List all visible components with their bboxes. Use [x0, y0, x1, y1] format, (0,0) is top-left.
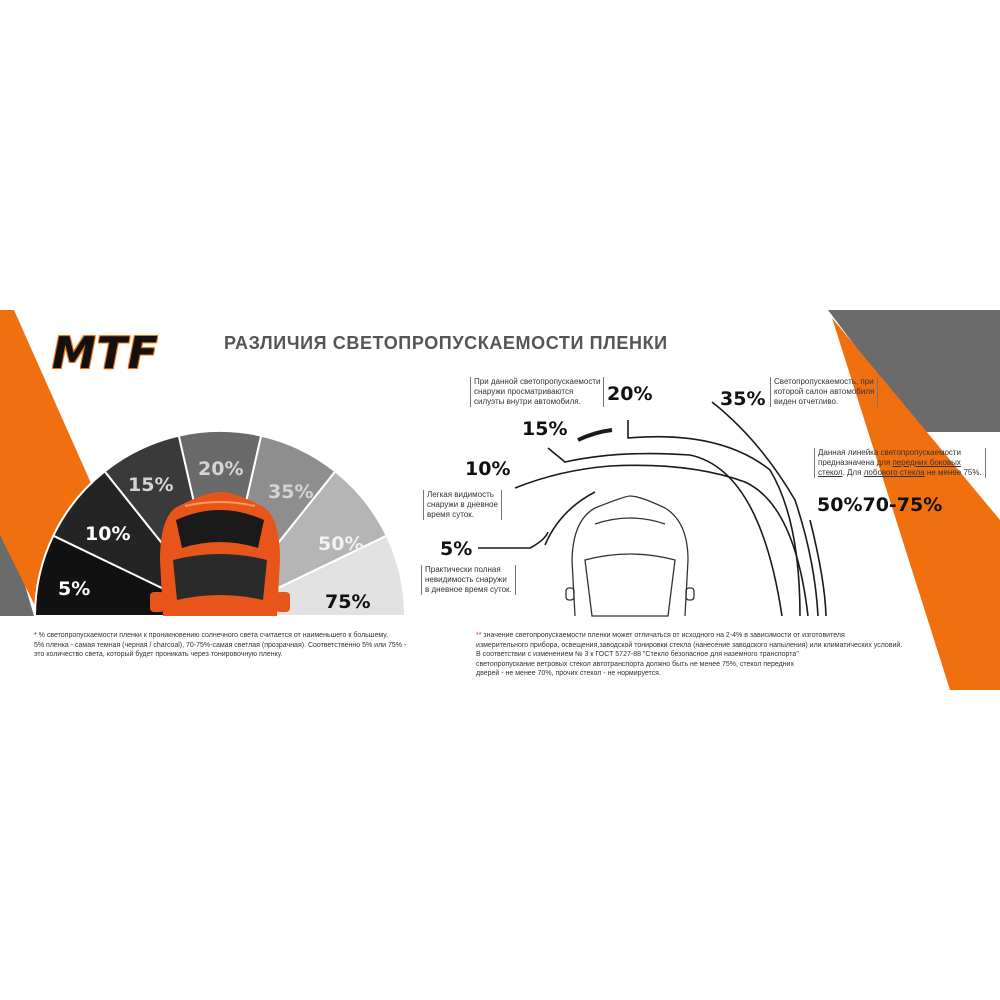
- fan-label-5-percent: 5%: [58, 578, 91, 600]
- page-title: РАЗЛИЧИЯ СВЕТОПРОПУСКАЕМОСТИ ПЛЕНКИ: [224, 333, 668, 353]
- outline-car-illustration: [566, 496, 694, 616]
- label-20-percent: 20%: [607, 383, 653, 405]
- fan-label-15-percent: 15%: [128, 474, 174, 496]
- label-15-percent: 15%: [522, 418, 568, 440]
- fan-label-75-percent: 75%: [325, 591, 371, 613]
- note-10-percent: Легкая видимость снаружи в дневное время суток.: [423, 490, 502, 520]
- fan-label-35-percent: 35%: [268, 481, 314, 503]
- label-35-percent: 35%: [720, 388, 766, 410]
- fan-label-10-percent: 10%: [85, 523, 131, 545]
- fan-label-50-percent: 50%: [318, 533, 364, 555]
- fan-footnote: * % светопропускаемости пленки к проникновению солнечного света считается от наименьшего к большему. 5% пленка - самая темная (черная / charcoal), 70-75%-самая светлая (прозрачная). Соответственно 5% или 75% - это количество света, который будет проникать через тонировочную пленку.: [34, 632, 407, 658]
- label-10-percent: 10%: [465, 458, 511, 480]
- note-20-percent: При данной светопропускаемости снаружи просматриваются силуэты внутри автомобиля.: [470, 377, 604, 407]
- label-5-percent: 5%: [440, 538, 473, 560]
- note-35-percent: Светопропускаемость, при которой салон автомобиля виден отчетливо.: [770, 377, 878, 407]
- mtf-logo: MTF: [52, 328, 159, 379]
- diagram-footnote: ** значение светопропускаемости пленки может отличаться от исходного на 2-4% в зависимости от изготовителя измерительного прибора, освещения,заводской тонировки стекла (нанесение заводского напыления) или климатических условий. В соответствии с изменением № 3 к ГОСТ 5727-88 "Стекло безопасное для наземного транспорта" светопропускание ветровых стекол автотранспорта должно быть не менее 75%, стекол передних дверей - не менее 70%, прочих стекол - не нормируется.: [476, 632, 903, 677]
- note-50-75-percent: Данная линейка светопропускаемости предназначена для передних боковых стекол. Для лобового стекла не менее 75%.: [814, 448, 986, 478]
- fan-label-20-percent: 20%: [198, 458, 244, 480]
- label-50-75-percent: 50%70-75%: [817, 494, 943, 516]
- note-5-percent: Практически полная невидимость снаружи в дневное время суток.: [421, 565, 516, 595]
